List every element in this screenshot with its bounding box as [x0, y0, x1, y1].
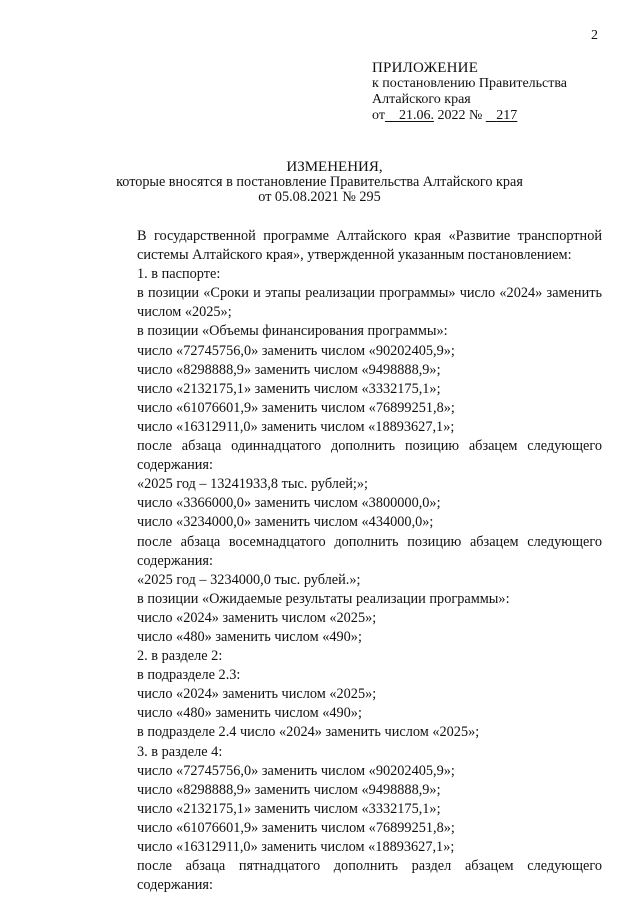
- document-body: [97, 227, 602, 895]
- appendix-block: [372, 60, 567, 124]
- paragraph: после абзаца одиннадцатого дополнить позицию абзацем следующего содержания:: [137, 438, 602, 474]
- appendix-title: ПРИЛОЖЕНИЕ: [372, 60, 479, 76]
- page-number: 2: [591, 28, 598, 43]
- paragraph: в позиции «Сроки и этапы реализации программы» число «2024» заменить числом «2025»;: [137, 285, 602, 321]
- paragraph: в позиции «Объемы финансирования программы»:: [137, 323, 448, 340]
- paragraph: число «72745756,0» заменить числом «90202405,9»;: [137, 762, 455, 779]
- heading-line-2: от 05.08.2021 № 295: [258, 189, 381, 205]
- paragraph: «2025 год – 13241933,8 тыс. рублей;»;: [137, 476, 369, 493]
- paragraph: в позиции «Ожидаемые результаты реализации программы»:: [137, 590, 510, 607]
- paragraph: число «8298888,9» заменить числом «9498888,9»;: [137, 781, 441, 798]
- date-year: 2022 №: [437, 108, 483, 123]
- paragraph: 3. в разделе 4:: [137, 743, 223, 760]
- paragraph: «2025 год – 3234000,0 тыс. рублей.»;: [137, 571, 361, 588]
- paragraph: после абзаца пятнадцатого дополнить раздел абзацем следующего содержания:: [137, 858, 602, 894]
- paragraph: число «16312911,0» заменить числом «18893627,1»;: [137, 418, 455, 435]
- paragraph: число «16312911,0» заменить числом «18893627,1»;: [137, 839, 455, 855]
- paragraph: число «72745756,0» заменить числом «90202405,9»;: [137, 342, 455, 359]
- heading-title: ИЗМЕНЕНИЯ,: [286, 159, 383, 175]
- paragraph: 2. в разделе 2:: [137, 648, 223, 665]
- appendix-date-line: [372, 108, 567, 124]
- paragraph: число «3366000,0» заменить числом «3800000,0»;: [137, 495, 441, 512]
- paragraph: число «8298888,9» заменить числом «9498888,9»;: [137, 361, 441, 378]
- paragraph: В государственной программе Алтайского края «Развитие транспортной системы Алтайского края», утвержденной указанным постановлением:: [137, 228, 602, 264]
- paragraph: 1. в паспорте:: [137, 266, 221, 283]
- paragraph: число «2132175,1» заменить числом «3332175,1»;: [137, 800, 441, 817]
- paragraph: число «2024» заменить числом «2025»;: [137, 609, 377, 626]
- paragraph: число «480» заменить числом «490»;: [137, 628, 362, 645]
- paragraph: число «2132175,1» заменить числом «3332175,1»;: [137, 380, 441, 397]
- paragraph: число «2024» заменить числом «2025»;: [137, 686, 377, 703]
- date-value: 21.06.: [398, 108, 434, 123]
- paragraph: число «480» заменить числом «490»;: [137, 705, 362, 722]
- document-number: 217: [496, 108, 518, 123]
- document-heading: [0, 160, 639, 205]
- paragraph: число «61076601,9» заменить числом «76899251,8»;: [137, 399, 455, 416]
- paragraph: после абзаца восемнадцатого дополнить позицию абзацем следующего содержания:: [137, 533, 602, 569]
- date-prefix: от: [372, 108, 385, 123]
- heading-line-1: которые вносятся в постановление Правительства Алтайского края: [116, 174, 523, 190]
- appendix-line-1: к постановлению Правительства: [372, 76, 568, 91]
- paragraph: в подразделе 2.3:: [137, 667, 241, 684]
- paragraph: в подразделе 2.4 число «2024» заменить числом «2025»;: [137, 724, 480, 741]
- paragraph: число «3234000,0» заменить числом «434000,0»;: [137, 514, 434, 531]
- appendix-line-2: Алтайского края: [372, 92, 471, 107]
- paragraph: число «61076601,9» заменить числом «76899251,8»;: [137, 819, 455, 836]
